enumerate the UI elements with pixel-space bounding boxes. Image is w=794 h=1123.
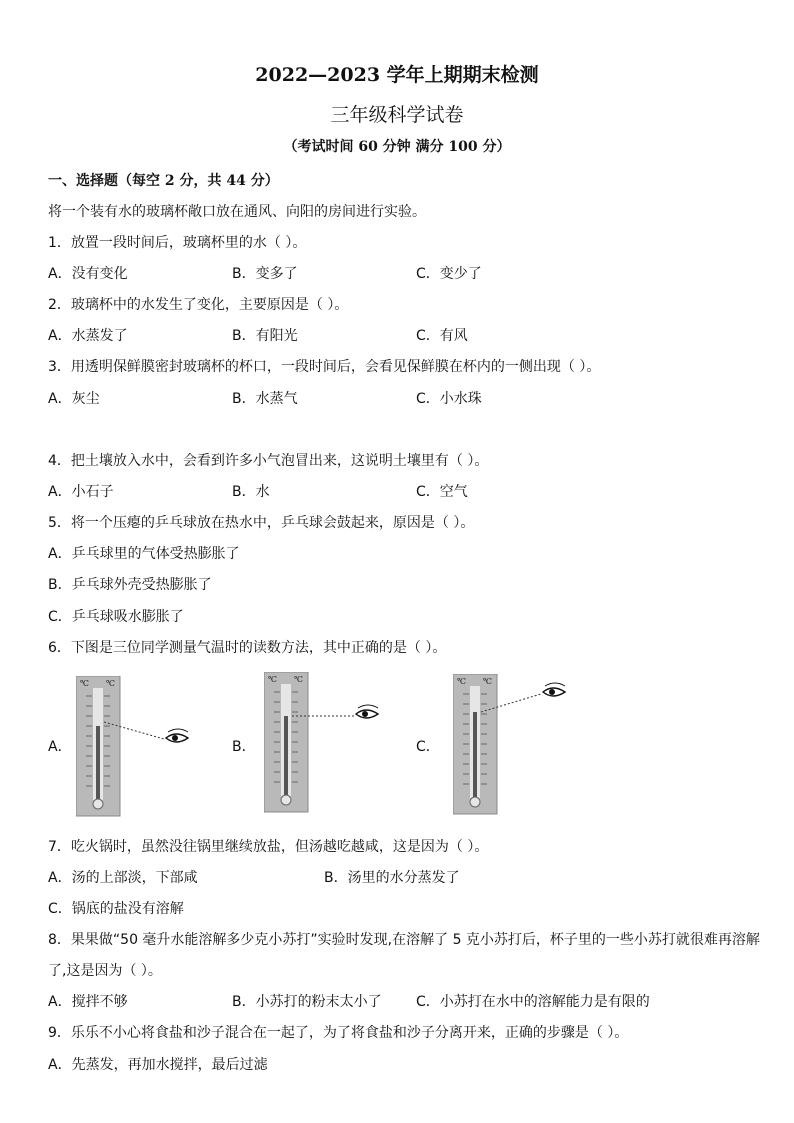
question-9: 9．乐乐不小心将食盐和沙子混合在一起了，为了将食盐和沙子分离开来，正确的步骤是（ ）。 [48,1025,629,1041]
question-4: 4．把土壤放入水中，会看到许多小气泡冒出来，这说明土壤里有（ ）。 [48,453,489,469]
unit-left: ℃ [268,675,277,684]
exam-subtitle: 三年级科学试卷 [330,104,464,126]
question-6: 6．下图是三位同学测量气温时的读数方法，其中正确的是（ ）。 [48,640,447,656]
q9-option-a: A．先蒸发，再加水搅拌，最后过滤 [48,1057,268,1073]
thermometer-bulb [93,799,103,809]
q5-option-b: B．乒乓球外壳受热膨胀了 [48,577,212,593]
q4-option-a: A．小石子 [48,484,114,500]
q8-option-b: B．小苏打的粉末太小了 [232,994,382,1010]
q5-option-a: A．乒乓球里的气体受热膨胀了 [48,546,240,562]
question-2: 2．玻璃杯中的水发生了变化，主要原因是（ ）。 [48,297,349,313]
q6-option-b: B． [232,739,256,755]
q3-option-a: A．灰尘 [48,391,100,407]
thermometer-liquid [284,716,288,796]
question-7: 7．吃火锅时，虽然没往锅里继续放盐，但汤越吃越咸，这是因为（ ）。 [48,839,489,855]
unit-right: ℃ [483,677,492,686]
unit-right: ℃ [106,679,115,688]
exam-info: （考试时间 60 分钟 满分 100 分） [283,139,511,155]
eye-icon [356,705,378,718]
q6-option-c: C． [416,739,440,755]
q4-option-c: C．空气 [416,484,468,500]
section-intro: 将一个装有水的玻璃杯敞口放在通风、向阳的房间进行实验。 [48,204,426,220]
q4-option-b: B．水 [232,484,270,500]
q3-option-c: C．小水珠 [416,391,482,407]
question-8-cont: 了,这是因为（ ）。 [48,963,162,979]
question-5: 5．将一个压瘪的乒乓球放在热水中，乒乓球会鼓起来，原因是（ ）。 [48,515,475,531]
unit-left: ℃ [80,679,89,688]
thermometer-bulb [281,795,291,805]
thermometer-figure-c [453,674,583,816]
question-8: 8．果果做“50 毫升水能溶解多少克小苏打”实验时发现,在溶解了 5 克小苏打后，杯子里的一些小苏打就很难再溶解 [48,932,760,948]
q2-option-a: A．水蒸发了 [48,328,128,344]
q2-option-b: B．有阳光 [232,328,298,344]
thermometer-liquid [96,726,100,800]
q3-option-b: B．水蒸气 [232,391,298,407]
question-3: 3．用透明保鲜膜密封玻璃杯的杯口，一段时间后，会看见保鲜膜在杯内的一侧出现（ ）。 [48,359,601,375]
eye-icon [543,683,565,696]
unit-right: ℃ [294,675,303,684]
question-1: 1．放置一段时间后，玻璃杯里的水（ ）。 [48,235,307,251]
thermometer-figure-a [76,676,206,818]
q7-option-c: C．锅底的盐没有溶解 [48,901,184,917]
eye-icon [166,729,188,742]
exam-title: 2022—2023 学年上期期末检测 [255,64,539,86]
q5-option-c: C．乒乓球吸水膨胀了 [48,609,184,625]
thermometer-liquid [473,712,477,798]
q8-option-a: A．搅拌不够 [48,994,128,1010]
thermometer-bulb [470,797,480,807]
q8-option-c: C．小苏打在水中的溶解能力是有限的 [416,994,650,1010]
q7-option-a: A．汤的上部淡，下部咸 [48,870,198,886]
thermometer-figure-b [264,672,394,814]
q7-option-b: B．汤里的水分蒸发了 [324,870,460,886]
q2-option-c: C．有风 [416,328,468,344]
q1-option-a: A．没有变化 [48,266,128,282]
unit-left: ℃ [457,677,466,686]
section-heading: 一、选择题（每空 2 分，共 44 分） [48,173,279,189]
q1-option-b: B．变多了 [232,266,298,282]
q1-option-c: C．变少了 [416,266,482,282]
q6-option-a: A． [48,739,72,755]
